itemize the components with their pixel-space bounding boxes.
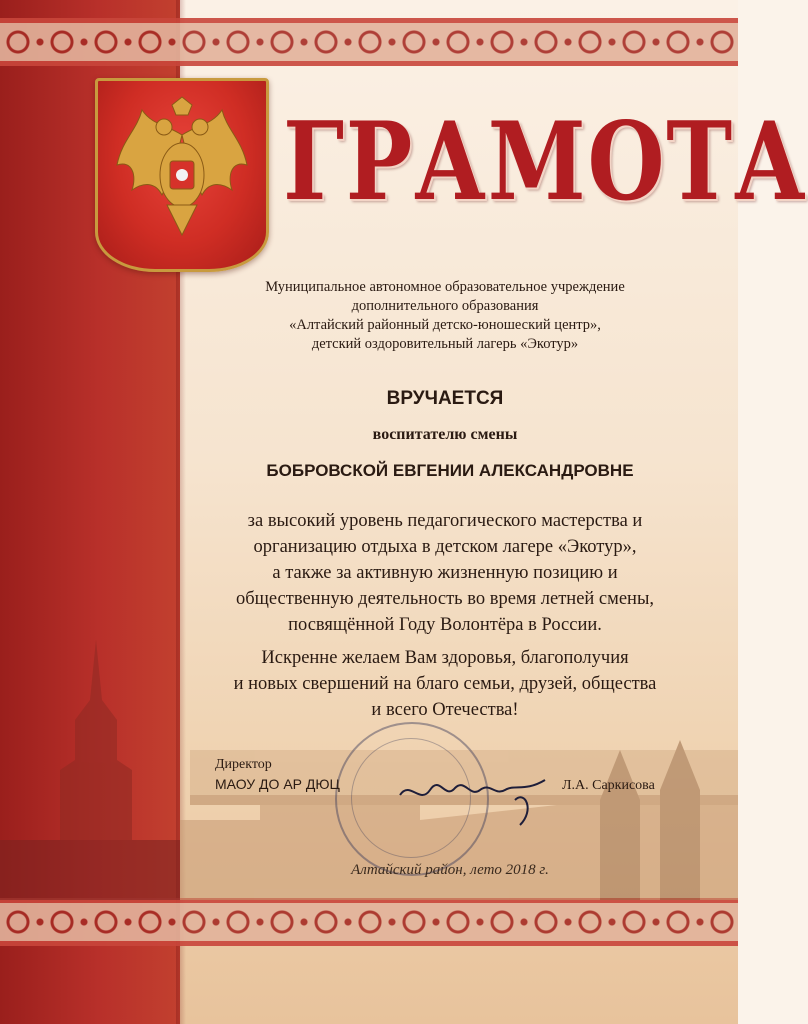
issuer-block xyxy=(230,278,660,354)
reason-line: за высокий уровень педагогического мастерства и xyxy=(247,511,643,531)
signatory-name: Л.А. Саркисова xyxy=(562,778,655,793)
double-headed-eagle-icon xyxy=(112,95,252,245)
certificate-title: ГРАМОТА xyxy=(283,99,808,225)
top-ornament-border xyxy=(0,18,738,66)
issuer-line: детский оздоровительный лагерь «Экотур» xyxy=(311,336,579,352)
signatory-organization: МАОУ ДО АР ДЮЦ xyxy=(215,776,340,792)
recipient-role: воспитателю смены xyxy=(372,426,518,443)
reason-line: а также за активную жизненную позицию и xyxy=(272,563,618,583)
signatory-title: Директор xyxy=(215,757,272,772)
place-and-date: Алтайский район, лето 2018 г. xyxy=(351,862,549,878)
reason-line: посвящённой Году Волонтёра в России. xyxy=(288,615,602,635)
wishes-line: Искренне желаем Вам здоровья, благополучия xyxy=(261,648,629,668)
wishes-line: и новых свершений на благо семьи, друзей, общества xyxy=(233,674,657,694)
wishes-block xyxy=(200,645,690,723)
coat-of-arms-emblem xyxy=(95,78,269,272)
issuer-line: «Алтайский районный детско-юношеский центр», xyxy=(289,317,601,333)
recipient-name: БОБРОВСКОЙ ЕВГЕНИИ АЛЕКСАНДРОВНЕ xyxy=(266,461,634,480)
handwritten-signature-icon xyxy=(395,760,555,830)
reason-line: организацию отдыха в детском лагере «Экотур», xyxy=(253,537,637,557)
wishes-line: и всего Отечества! xyxy=(371,700,519,720)
reason-line: общественную деятельность во время летней смены, xyxy=(235,589,655,609)
award-reason xyxy=(210,508,680,638)
issuer-line: Муниципальное автономное образовательное учреждение xyxy=(265,279,625,295)
bottom-ornament-border xyxy=(0,898,738,946)
awarded-heading: ВРУЧАЕТСЯ xyxy=(386,388,504,409)
issuer-line: дополнительного образования xyxy=(351,298,539,314)
